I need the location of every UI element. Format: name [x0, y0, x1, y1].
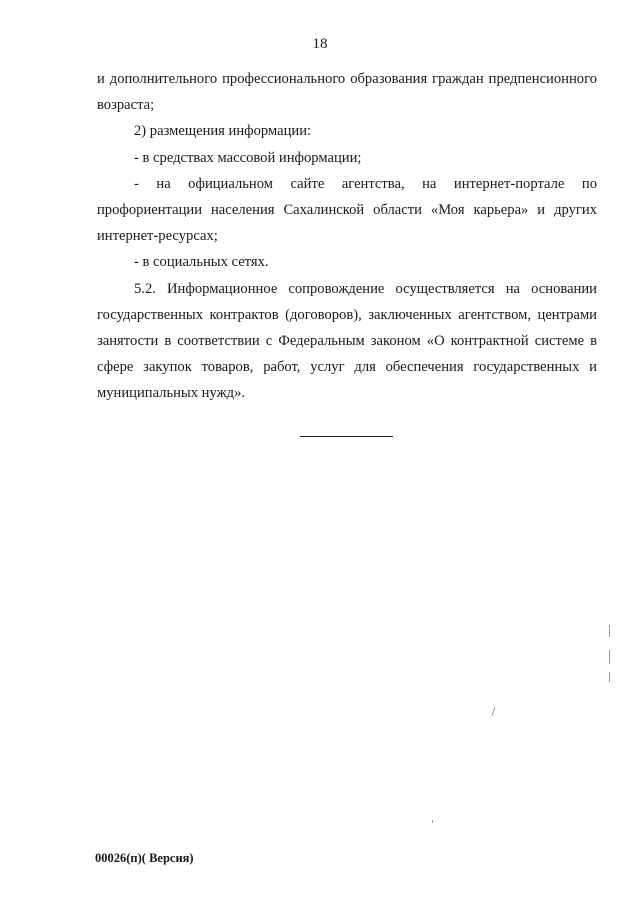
footer-code: 00026(п)( Версия) — [95, 851, 194, 865]
end-separator-line — [300, 436, 393, 437]
paragraph-list-item: - в социальных сетях. — [134, 254, 269, 271]
scan-speck — [432, 820, 433, 823]
paragraph-section-5-2: 5.2. Информационное сопровождение осуществляется на основании государственных контрактов (договоров), заключенных агентством, центрами занятости в соответствии с Федеральным законом «О контрактной системе в сфере закупок товаров, работ, услуг для обеспечения государственных и муниципальных нужд». — [97, 280, 597, 402]
paragraph-list-item: - в средствах массовой информации; — [134, 149, 362, 166]
document-body — [97, 66, 597, 407]
paragraph-list-heading: 2) размещения информации: — [134, 123, 312, 140]
scan-speck — [609, 625, 610, 637]
paragraph-list-item: - на официальном сайте агентства, на интернет-портале по профориентации населения Сахалинской области «Моя карьера» и других интернет-ресурсах; — [97, 175, 597, 245]
scan-speck — [609, 672, 610, 682]
page-number: 18 — [312, 36, 328, 52]
scan-speck — [491, 707, 495, 716]
scan-speck — [609, 650, 610, 664]
paragraph-continuation: и дополнительного профессионального образования граждан предпенсионного возраста; — [97, 71, 597, 114]
